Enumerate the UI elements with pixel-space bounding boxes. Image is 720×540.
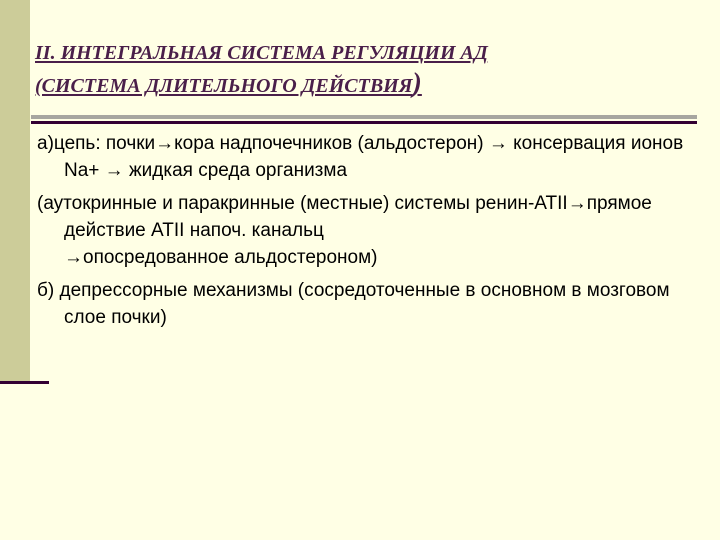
slide-title-line-1: II. ИНТЕГРАЛЬНАЯ СИСТЕМА РЕГУЛЯЦИИ АД bbox=[35, 42, 488, 64]
left-accent-bar bbox=[0, 0, 30, 382]
title-divider-light bbox=[31, 115, 697, 119]
title-divider-dark bbox=[31, 121, 697, 124]
slide-body bbox=[37, 130, 697, 337]
paragraph-autocrine-systems: (аутокринные и паракринные (местные) системы ренин-ATII→прямое действие ATII напоч. канальц bbox=[37, 193, 652, 241]
left-accent-underline bbox=[0, 381, 49, 384]
slide-title-close-paren: ) bbox=[412, 68, 422, 99]
slide-title-line-2-text: (СИСТЕМА ДЛИТЕЛЬНОГО ДЕЙСТВИЯ bbox=[35, 75, 413, 97]
slide-title-line-2 bbox=[35, 70, 695, 103]
slide-title bbox=[35, 37, 695, 103]
paragraph-kidney-chain: а)цепь: почки→кора надпочечников (альдостерон) → консервация ионов Na+ → жидкая среда организма bbox=[37, 133, 684, 181]
paragraph-aldosterone-mediated: →опосредованное альдостероном) bbox=[64, 247, 378, 268]
paragraph-depressor-mechanisms: б) депрессорные механизмы (сосредоточенные в основном в мозговом слое почки) bbox=[37, 280, 670, 328]
